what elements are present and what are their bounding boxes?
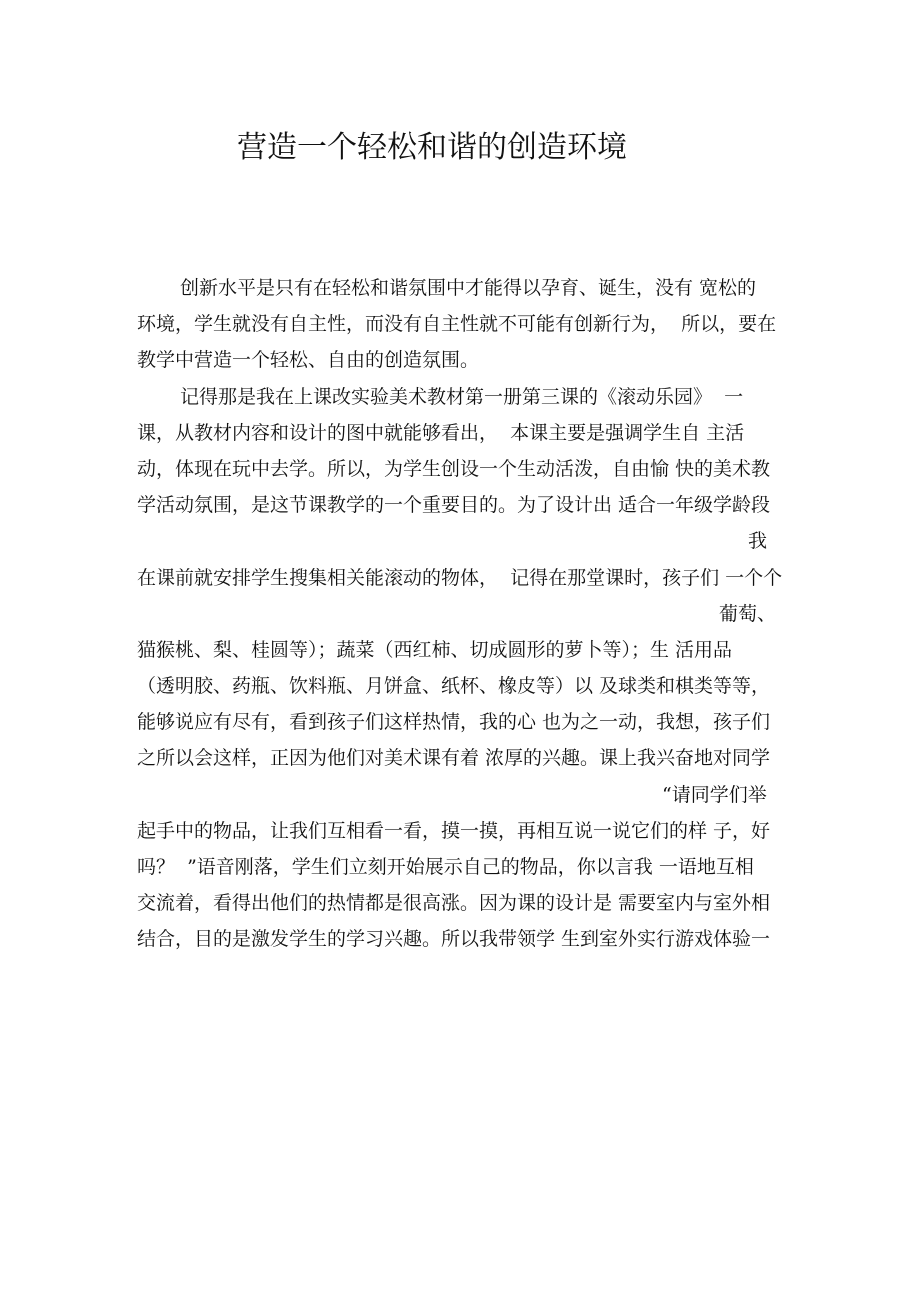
text-line: 结合，目的是激发学生的学习兴趣。所以我带领学 生到室外实行游戏体验一 [137,928,771,951]
text-line: 动，体现在玩中去学。所以，为学生创设一个生动活泼，自由愉 快的美术教 [137,457,771,480]
document-body [137,270,787,958]
text-line: 在课前就安排学生搜集相关能滚动的物体， 记得在那堂课时，孩子们 一个个 [137,566,783,589]
text-line: 起手中的物品，让我们互相看一看，摸一摸，再相互说一说它们的样 子，好 [137,819,771,842]
text-line: 能够说应有尽有，看到孩子们这样热情，我的心 也为之一动，我想，孩子们 [137,711,771,734]
text-line: 交流着，看得出他们的热情都是很高涨。因为课的设计是 需要室内与室外相 [137,892,771,915]
text-line: 吗？ ”语音刚落，学生们立刻开始展示自己的物品，你以言我 一语地互相 [137,856,754,878]
text-line: 记得那是我在上课改实验美术教材第一册第三课的《滚动乐园》 一 [180,385,744,408]
text-line: 之所以会这样，正因为他们对美术课有着 浓厚的兴趣。课上我兴奋地对同学 [137,747,771,770]
text-segment: 我 [748,530,768,553]
text-line [137,596,787,632]
text-line [137,777,787,813]
text-line: 学活动氛围，是这节课教学的一个重要目的。为了设计出 适合一年级学龄段 [137,494,771,517]
text-line: 课，从教材内容和设计的图中就能够看出， 本课主要是强调学生自 主活 [137,421,745,444]
text-line: 环境，学生就没有自主性，而没有自主性就不可能有创新行为， 所以，要在 [137,313,777,336]
text-segment: “请同学们举 [662,783,767,806]
text-segment: 葡萄、 [719,602,777,625]
text-line: 创新水平是只有在轻松和谐氛围中才能得以孕育、诞生，没有 宽松的 [180,277,757,299]
text-line: 猫猴桃、梨、桂圆等）；蔬菜（西红柿、切成圆形的萝卜等）；生 活用品 [137,638,733,661]
text-line: （透明胶、药瓶、饮料瓶、月饼盒、纸杯、橡皮等）以 及球类和棋类等等， [137,675,771,698]
text-line: 教学中营造一个轻松、自由的创造氛围。 [137,349,480,372]
text-line [137,523,787,559]
document-title: 营造一个轻松和谐的创造环境 [237,130,627,165]
